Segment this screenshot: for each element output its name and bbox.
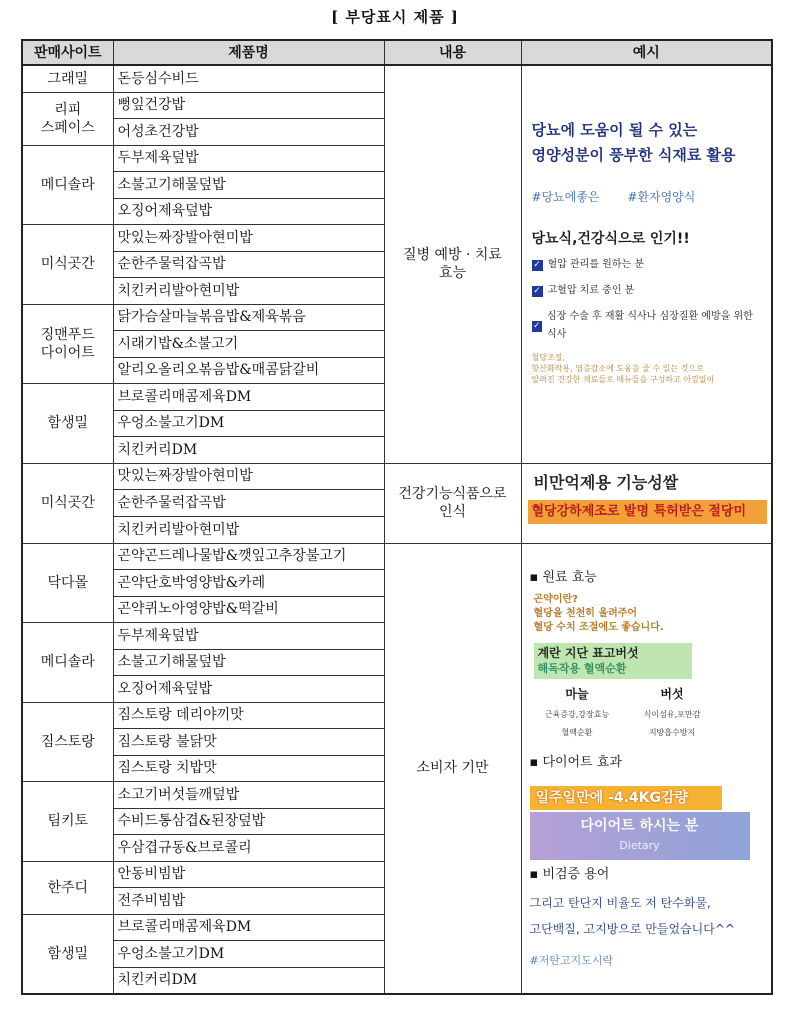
table-body — [22, 65, 772, 994]
content-cell: 건강기능식품으로 인식 — [384, 463, 521, 543]
mushroom-block — [625, 685, 720, 742]
check-item — [532, 282, 766, 300]
ingredient-text: 근육증강,강장효능 — [544, 709, 610, 719]
site-cell: 함생밀 — [22, 914, 113, 994]
hashtags — [532, 188, 766, 206]
headline-1: 당뇨에 도움이 될 수 있는 — [531, 121, 698, 140]
product-cell: 수비드통삼겹&된장덮밥 — [113, 808, 384, 835]
ingredient-pair — [530, 685, 768, 742]
hashtag: #환자영양식 — [627, 190, 696, 205]
table-row — [22, 65, 772, 92]
product-cell: 우삼겹규동&브로콜리 — [113, 835, 384, 862]
example-cell — [521, 65, 772, 463]
product-cell: 소불고기해물덮밥 — [113, 649, 384, 676]
site-cell: 징맨푸드 다이어트 — [22, 304, 113, 384]
product-cell: 우엉소불고기DM — [113, 941, 384, 968]
site-cell: 함생밀 — [22, 384, 113, 464]
site-cell: 리피 스페이스 — [22, 92, 113, 145]
header-row — [22, 40, 772, 65]
header-content: 내용 — [384, 40, 521, 65]
product-cell: 두부제육덮밥 — [113, 145, 384, 172]
product-cell: 소불고기해물덮밥 — [113, 172, 384, 199]
site-cell: 짐스토랑 — [22, 702, 113, 782]
example-health-food — [522, 464, 772, 543]
product-cell: 짐스토랑 치밥맛 — [113, 755, 384, 782]
product-cell: 치킨커리DM — [113, 437, 384, 464]
hashtag: #당뇨에좋은 — [531, 190, 600, 205]
low-carb-text — [530, 894, 768, 938]
checkbox-icon: ✓ — [533, 259, 541, 270]
header-example: 예시 — [521, 40, 772, 65]
functional-rice-line: 비만억제용 기능성쌀 — [533, 472, 679, 492]
content-cell: 질병 예방 · 치료 효능 — [384, 65, 521, 463]
product-cell: 닭가슴살마늘볶음밥&제육볶음 — [113, 304, 384, 331]
hashtag: #저탄고지도시락 — [529, 953, 614, 967]
text-line: 혈당 수치 조절에도 좋습니다. — [533, 621, 664, 633]
text-line: Dietary — [619, 838, 660, 852]
text-line: 고단백질, 고지방으로 만들었습니다^^ — [529, 921, 735, 936]
check-label: 심장 수술 후 재활 식사나 심장질환 예방을 위한 식사 — [547, 311, 753, 341]
header-site: 판매사이트 — [22, 40, 113, 65]
product-cell: 짐스토랑 데리야끼맛 — [113, 702, 384, 729]
product-cell: 브로콜리매콤제육DM — [113, 914, 384, 941]
site-cell: 팀키토 — [22, 782, 113, 862]
fine-print — [532, 352, 766, 385]
site-cell: 미식곳간 — [22, 225, 113, 305]
product-cell: 오징어제육덮밥 — [113, 198, 384, 225]
fine-line: 항산화작용, 염증감소에 도움을 줄 수 있는 것으로 — [531, 364, 704, 374]
site-cell: 메디솔라 — [22, 145, 113, 225]
product-cell: 안동비빔밥 — [113, 861, 384, 888]
product-cell: 곤약단호박영양밥&카레 — [113, 570, 384, 597]
table-row — [22, 463, 772, 490]
product-cell: 시래기밥&소불고기 — [113, 331, 384, 358]
fine-line: 혈당조절, — [531, 353, 565, 363]
site-cell: 메디솔라 — [22, 623, 113, 703]
site-cell: 한주디 — [22, 861, 113, 914]
product-cell: 순한주물럭잡곡밥 — [113, 251, 384, 278]
product-cell: 곤약곤드레나물밥&깻잎고추장불고기 — [113, 543, 384, 570]
check-item — [532, 308, 766, 344]
ingredient-title: 버섯 — [660, 686, 684, 701]
product-cell: 맛있는짜장발아현미밥 — [113, 225, 384, 252]
check-label: 혈압 관리를 원하는 분 — [547, 259, 644, 271]
section-unverified-terms: ▪ 비검증 용어 — [529, 866, 610, 882]
text-line: 곤약이란? — [533, 593, 578, 605]
product-cell: 곤약퀴노아영양밥&떡갈비 — [113, 596, 384, 623]
konjac-text — [530, 593, 768, 635]
product-cell: 돈등심수비드 — [113, 65, 384, 92]
text-line: 해독작용 혈액순환 — [537, 661, 627, 675]
product-cell: 치킨커리발아현미밥 — [113, 516, 384, 543]
content-cell: 소비자 기만 — [384, 543, 521, 994]
product-cell: 소고기버섯들깨덮밥 — [113, 782, 384, 809]
misleading-products-table — [21, 39, 773, 995]
example-deception — [522, 567, 772, 970]
text-line: 다이어트 하시는 분 — [580, 817, 699, 834]
product-cell: 오징어제육덮밥 — [113, 676, 384, 703]
header-product: 제품명 — [113, 40, 384, 65]
product-cell: 두부제육덮밥 — [113, 623, 384, 650]
table-row — [22, 543, 772, 570]
checkbox-icon: ✓ — [532, 320, 541, 331]
example-cell — [521, 543, 772, 994]
green-banner — [534, 643, 692, 679]
diet-banner — [530, 812, 750, 860]
popular-heading: 당뇨식,건강식으로 인기!! — [531, 231, 690, 248]
section-diet-effect: ▪ 다이어트 효과 — [529, 754, 622, 770]
text-line: 그리고 탄단지 비율도 저 탄수화물, — [529, 895, 711, 910]
product-cell: 알리오올리오볶음밥&매콤닭갈비 — [113, 357, 384, 384]
checkbox-icon: ✓ — [533, 285, 541, 296]
example-cell — [521, 463, 772, 543]
weight-loss-banner: 일주일만에 -4.4KG감량 — [530, 786, 722, 810]
site-cell: 미식곳간 — [22, 463, 113, 543]
product-cell: 순한주물럭잡곡밥 — [113, 490, 384, 517]
product-cell: 짐스토랑 불닭맛 — [113, 729, 384, 756]
page-title: [ 부당표시 제품 ] — [331, 8, 459, 26]
headline-2: 영양성분이 풍부한 식재료 활용 — [531, 146, 736, 165]
product-cell: 치킨커리DM — [113, 967, 384, 994]
fine-line: 알려진 건강한 재료들로 메뉴들을 구성하고 아낌없이 — [531, 375, 715, 385]
product-cell: 어성초건강밥 — [113, 119, 384, 146]
ingredient-title: 마늘 — [565, 686, 589, 701]
check-item — [532, 256, 766, 274]
ingredient-text: 혈액순환 — [561, 727, 593, 737]
ingredient-text: 지방흡수방지 — [648, 727, 696, 737]
example-disease-claim — [522, 92, 772, 436]
patent-banner: 혈당강하제조로 발명 특허받은 절당미 — [528, 500, 768, 524]
product-cell: 브로콜리매콤제육DM — [113, 384, 384, 411]
section-ingredient-efficacy: ▪ 원료 효능 — [529, 569, 597, 585]
product-cell: 맛있는짜장발아현미밥 — [113, 463, 384, 490]
product-cell: 우엉소불고기DM — [113, 410, 384, 437]
text-line: 혈당을 천천히 올려주어 — [533, 607, 638, 619]
product-cell: 치킨커리발아현미밥 — [113, 278, 384, 305]
product-cell: 뻥잎건강밥 — [113, 92, 384, 119]
garlic-block — [530, 685, 625, 742]
ingredient-text: 식이섬유,포만감 — [643, 709, 701, 719]
text-line: 계란 지단 표고버섯 — [537, 645, 639, 660]
product-cell: 전주비빔밥 — [113, 888, 384, 915]
check-label: 고혈압 치료 중인 분 — [547, 285, 635, 297]
site-cell: 닥다몰 — [22, 543, 113, 623]
site-cell: 그래밀 — [22, 65, 113, 92]
